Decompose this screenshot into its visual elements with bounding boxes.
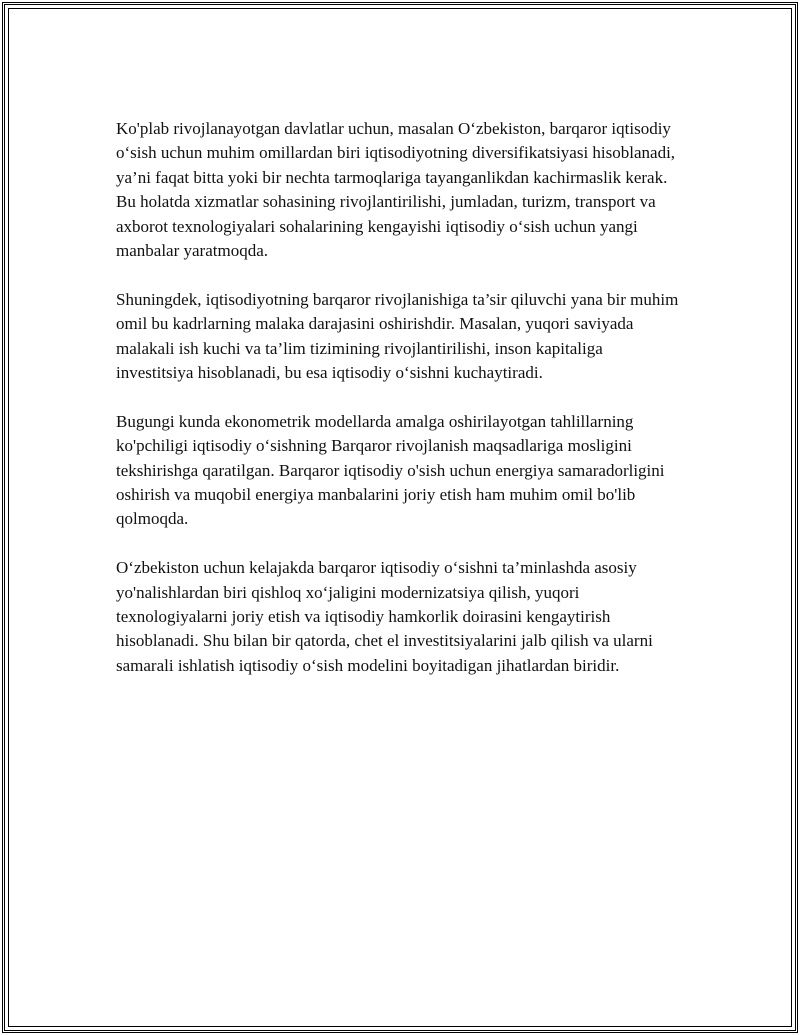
paragraph-diversification: Ko'plab rivojlanayotgan davlatlar uchun, masalan O‘zbekiston, barqaror iqtisodiy o‘sish uchun muhim omillardan biri iqtisodiyotning diversifikatsiyasi hisoblanadi, ya’ni faqat bitta yoki bir nechta tarmoqlariga tayanganlikdan kachirmaslik kerak. Bu holatda xizmatlar sohasining rivojlantirilishi, jumladan, turizm, transport va axborot texnologiyalari sohalarining kengayishi iqtisodiy o‘sish uchun yangi manbalar yaratmoqda. [116, 119, 676, 261]
paragraph-econometric-models: Bugungi kunda ekonometrik modellarda amalga oshirilayotgan tahlillarning ko'pchiligi iqtisodiy o‘sishning Barqaror rivojlanish maqsadlariga mosligini tekshirishga qaratilgan. Barqaror iqtisodiy o'sish uchun energiya samaradorligini oshirish va muqobil energiya manbalarini joriy etish ham muhim omil bo'lib qolmoqda. [116, 411, 665, 529]
paragraph-future-directions: O‘zbekiston uchun kelajakda barqaror iqtisodiy o‘sishni ta’minlashda asosiy yo'nalishlardan biri qishloq xo‘jaligini modernizatsiya qilish, yuqori texnologiyalarni joriy etish va iqtisodiy hamkorlik doirasini kengaytirish hisoblanadi. Shu bilan bir qatorda, chet el investitsiyalarini jalb qilish va ularni samarali ishlatish iqtisodiy o‘sish modelini boyitadigan jihatlardan biridir. [116, 558, 653, 675]
document-body [116, 117, 684, 703]
paragraph-human-capital: Shuningdek, iqtisodiyotning barqaror rivojlanishiga ta’sir qiluvchi yana bir muhim omil bu kadrlarning malaka darajasini oshirishdir. Masalan, yuqori saviyada malakali ish kuchi va ta’lim tizimining rivojlantirilishi, inson kapitaliga investitsiya hisoblanadi, bu esa iqtisodiy o‘sishni kuchaytiradi. [116, 289, 679, 383]
